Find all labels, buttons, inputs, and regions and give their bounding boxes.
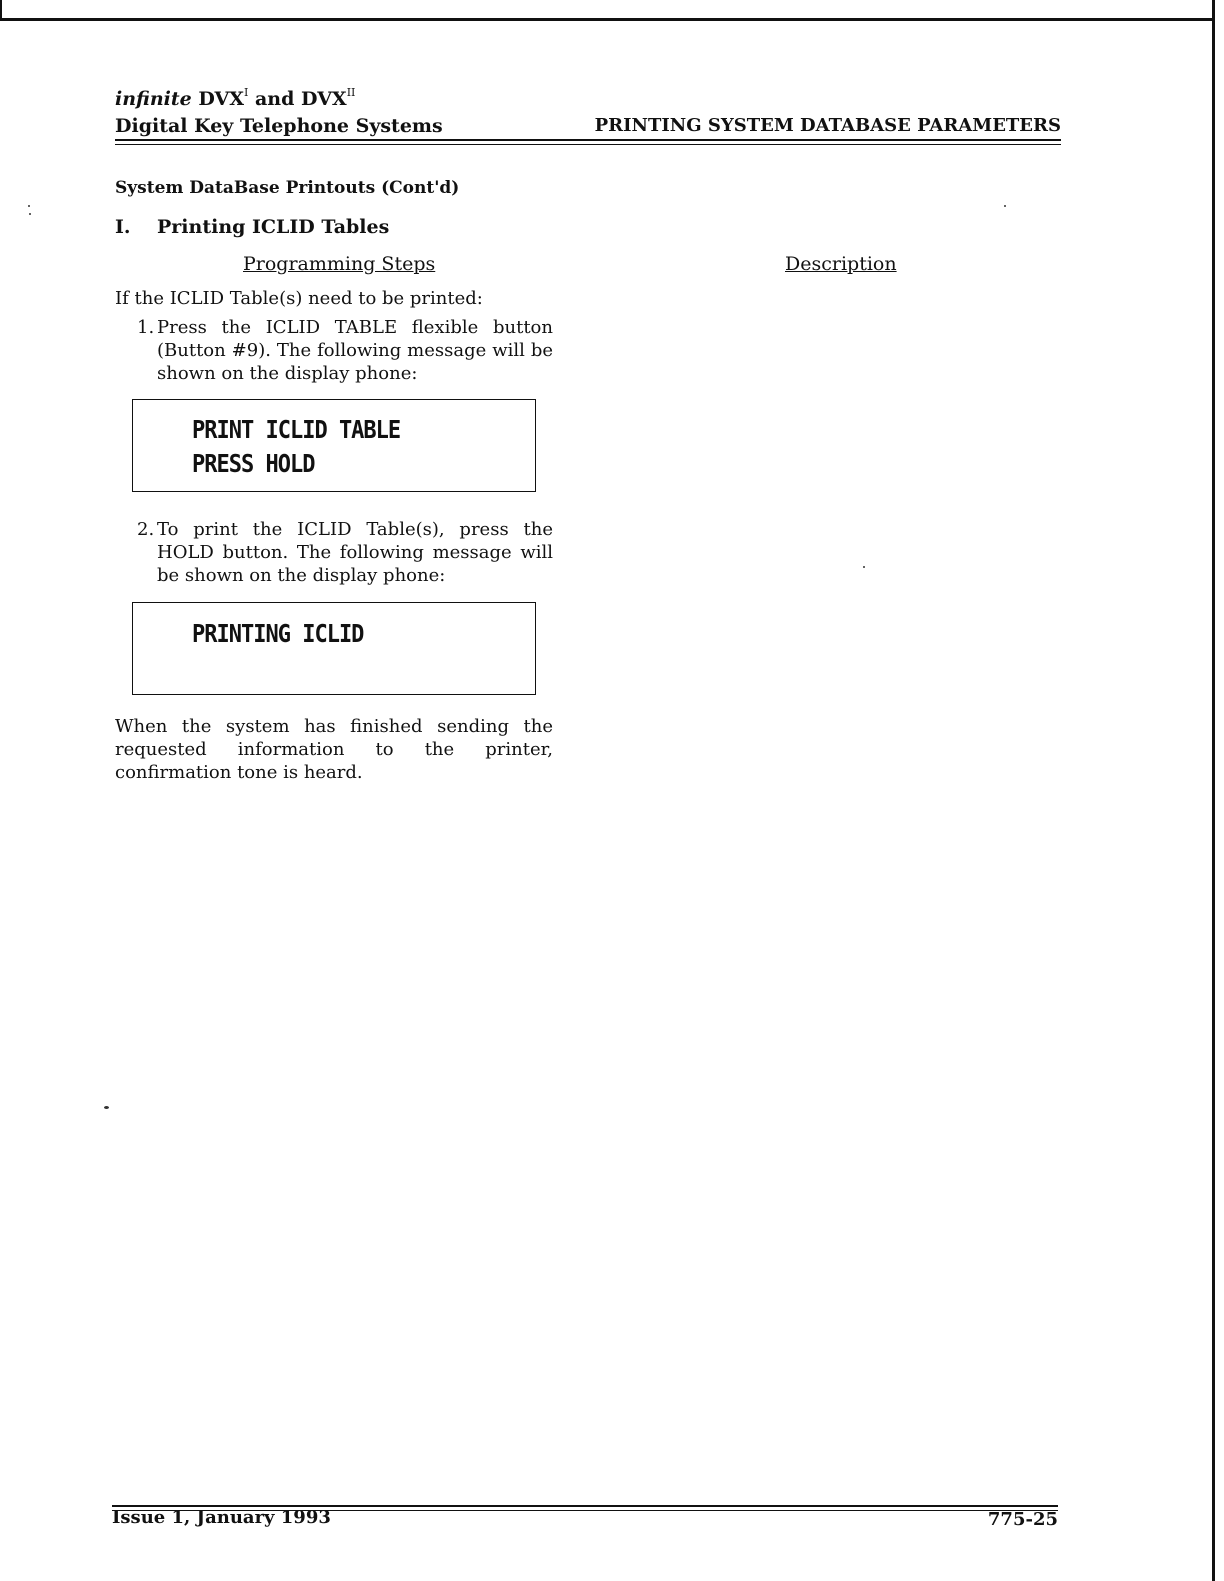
brand-name: infinite	[115, 88, 192, 110]
section-header: PRINTING SYSTEM DATABASE PARAMETERS	[594, 115, 1061, 136]
step-text: Press the ICLID TABLE flexible button (Button #9). The following message will be shown on the display phone:	[157, 317, 553, 384]
product-b-superscript: II	[346, 86, 356, 99]
product-b: DVX	[301, 88, 347, 110]
product-a: DVX	[198, 88, 245, 110]
step-number: 2.	[137, 519, 155, 540]
scan-speck	[1004, 205, 1006, 207]
display-line-2: PRESS HOLD	[192, 450, 315, 479]
step-item	[137, 518, 553, 587]
page-border-left	[0, 0, 2, 20]
subsection-number: I.	[115, 216, 131, 238]
scan-speck	[104, 1106, 109, 1109]
and-word: and	[255, 88, 295, 110]
subsection-title: Printing ICLID Tables	[157, 216, 390, 238]
step-text: To print the ICLID Table(s), press the HOLD button. The following message will be shown on the display phone:	[157, 519, 553, 586]
step-item	[137, 316, 553, 385]
document-subtitle: Digital Key Telephone Systems	[115, 115, 443, 137]
display-line-1: PRINT ICLID TABLE	[192, 416, 401, 445]
product-a-superscript: I	[244, 86, 249, 99]
display-phone-message	[132, 602, 536, 695]
section-title: System DataBase Printouts (Cont'd)	[115, 178, 460, 198]
column-heading-programming-steps: Programming Steps	[243, 253, 436, 275]
closing-paragraph: When the system has finished sending the requested information to the printer, confirmation tone is heard.	[115, 716, 553, 783]
display-line-1: PRINTING ICLID	[192, 620, 364, 649]
scan-speck	[29, 213, 31, 215]
intro-text: If the ICLID Table(s) need to be printed:	[115, 288, 483, 309]
display-phone-message	[132, 399, 536, 492]
scan-speck	[28, 205, 30, 207]
header-rule	[115, 139, 1061, 141]
footer-page-number: 775-25	[987, 1509, 1058, 1530]
page-border-top	[0, 18, 1214, 21]
step-number: 1.	[137, 317, 155, 338]
scan-speck	[863, 566, 865, 568]
column-heading-description: Description	[785, 253, 897, 275]
footer-issue: Issue 1, January 1993	[112, 1507, 331, 1528]
product-title	[115, 86, 355, 110]
header-rule-thin	[115, 144, 1061, 145]
page-border-right	[1212, 0, 1215, 1581]
